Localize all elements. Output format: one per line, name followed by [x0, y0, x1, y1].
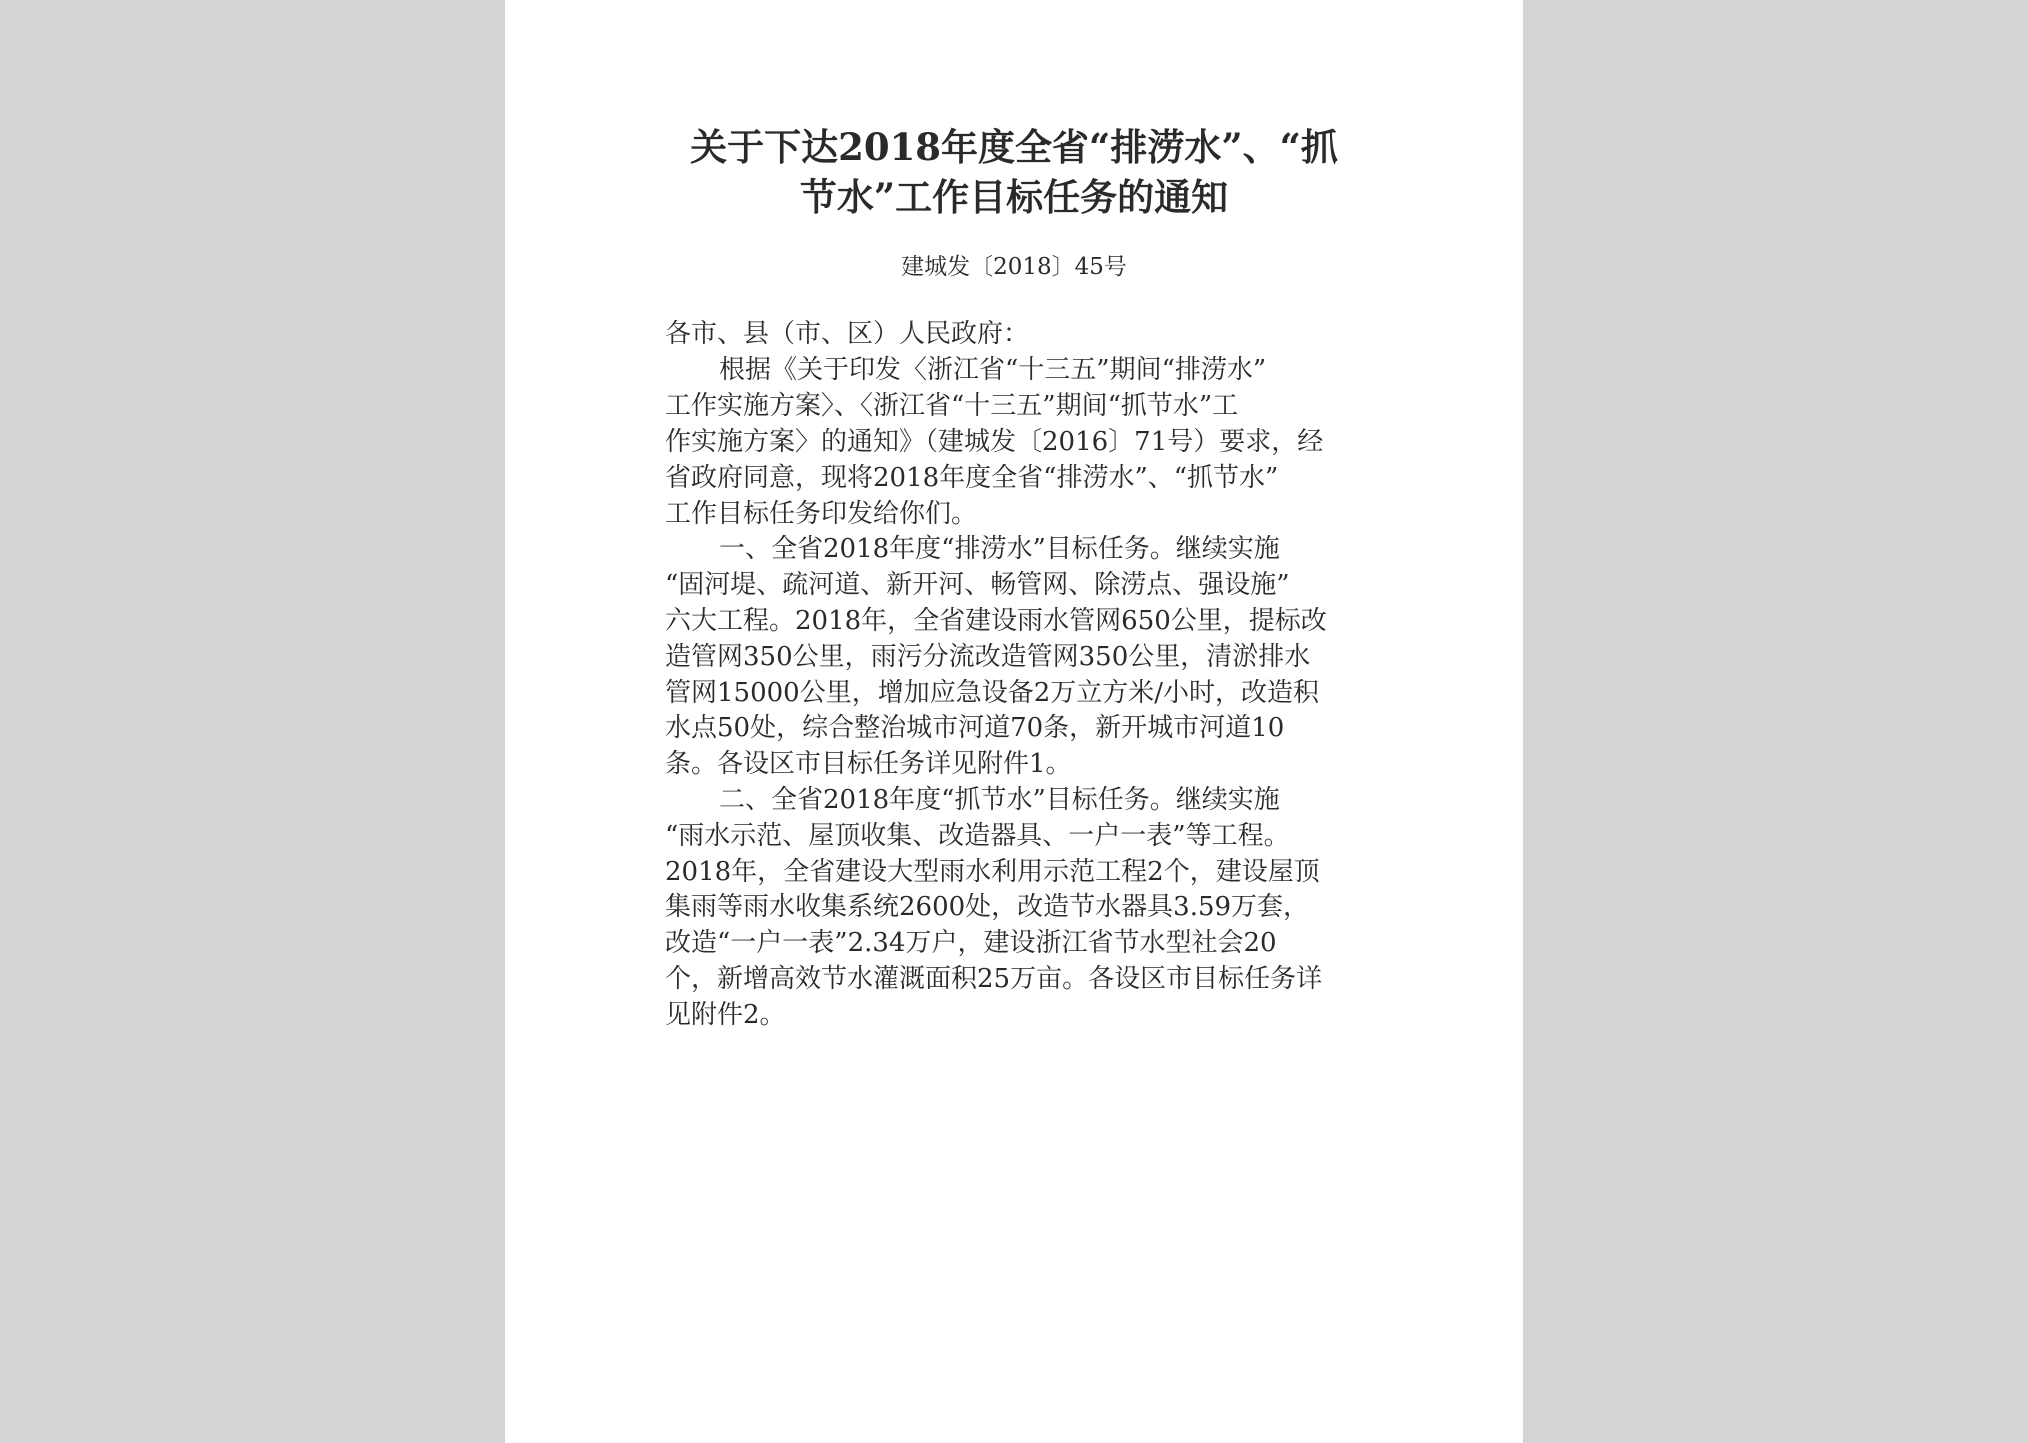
body-line: 2018年，全省建设大型雨水利用示范工程2个，建设屋顶	[665, 857, 1320, 887]
body-line: 集雨等雨水收集系统2600处，改造节水器具3.59万套，	[665, 892, 1310, 922]
body-line: 作实施方案〉的通知》（建城发〔2016〕71号）要求，经	[665, 427, 1324, 457]
document-title-line-2: 节水”工作目标任务的通知	[799, 175, 1229, 219]
body-line: 个，新增高效节水灌溉面积25万亩。各设区市目标任务详	[665, 964, 1323, 994]
body-line: 水点50处，综合整治城市河道70条，新开城市河道10	[665, 713, 1285, 743]
body-line: 改造“一户一表”2.34万户，建设浙江省节水型社会20	[665, 928, 1277, 958]
body-line: 工作实施方案〉、〈浙江省“十三五”期间“抓节水”工	[665, 391, 1239, 421]
body-line: 条。各设区市目标任务详见附件1。	[665, 749, 1072, 779]
body-line: 省政府同意，现将2018年度全省“排涝水”、“抓节水”	[665, 463, 1279, 493]
body-line: “雨水示范、屋顶收集、改造器具、一户一表”等工程。	[665, 821, 1290, 851]
body-line: 六大工程。2018年，全省建设雨水管网650公里，提标改	[665, 606, 1327, 636]
body-line: 根据《关于印发〈浙江省“十三五”期间“排涝水”	[719, 355, 1267, 385]
document-number: 建城发〔2018〕45号	[901, 254, 1127, 280]
body-line: 见附件2。	[665, 1000, 786, 1030]
body-line: 一、全省2018年度“排涝水”目标任务。继续实施	[719, 534, 1280, 564]
document-title-line-1: 关于下达2018年度全省“排涝水”、“抓	[690, 125, 1338, 169]
salutation: 各市、县（市、区）人民政府：	[665, 319, 1030, 349]
body-line: 二、全省2018年度“抓节水”目标任务。继续实施	[719, 785, 1280, 815]
body-line: 造管网350公里，雨污分流改造管网350公里，清淤排水	[665, 642, 1311, 672]
body-line: “固河堤、疏河道、新开河、畅管网、除涝点、强设施”	[665, 570, 1290, 600]
body-line: 工作目标任务印发给你们。	[665, 499, 978, 529]
body-line: 管网15000公里，增加应急设备2万立方米/小时，改造积	[665, 678, 1320, 708]
document-page	[505, 0, 1523, 1443]
